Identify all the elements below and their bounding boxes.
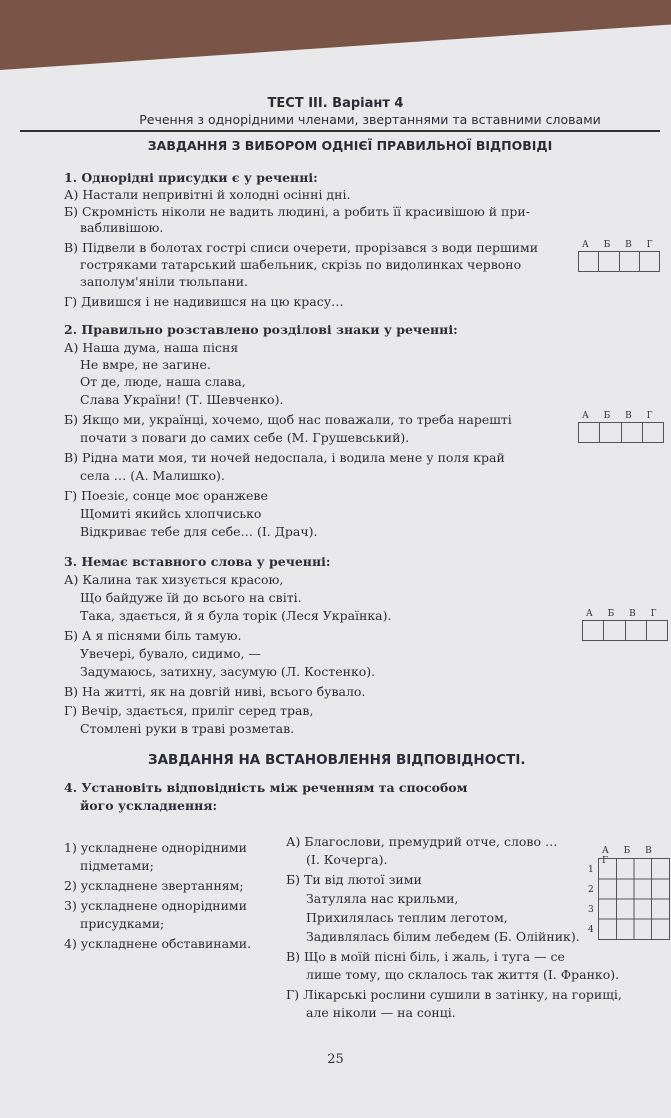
q2-title: 2. Правильно розставлено розділові знаки у реченні: (64, 322, 458, 337)
q4-left-1-cont: підметами; (80, 858, 154, 873)
q4-grid-letters: А Б В Г (602, 846, 658, 866)
q3-answer-box[interactable] (582, 620, 668, 641)
q4-grid-row-2: 2 (588, 885, 594, 895)
q3-option-a: А) Калина так хизується красою, (64, 572, 284, 587)
q2-option-v-cont: села … (А. Малишко). (80, 468, 225, 483)
q3-option-v: В) На житті, як на довгій ниві, всього бувало. (64, 684, 366, 699)
q3-option-a-l2: Що байдуже їй до всього на світі. (80, 590, 302, 605)
q4-grid-lines (599, 859, 669, 939)
q4-right-g: Г) Лікарські рослини сушили в затінку, на горищі, (286, 987, 622, 1002)
q4-right-a-cont: (І. Кочерга). (306, 852, 388, 867)
q1-option-b: Б) Скромність ніколи не вадить людині, а робить її красивішою й при- (64, 204, 530, 219)
q4-right-g-cont: але ніколи — на сонці. (306, 1005, 456, 1020)
q1-option-v-cont1: гостряками татарський шабельник, скрізь по видолинках червоно (80, 257, 522, 272)
q1-option-g: Г) Дивишся і не надивишся на цю красу… (64, 294, 344, 309)
q2-answer-letters: А Б В Г (582, 411, 659, 421)
test-title: ТЕСТ ІІІ. Варіант 4 (267, 96, 404, 111)
section-title-2: ЗАВДАННЯ НА ВСТАНОВЛЕННЯ ВІДПОВІДНОСТІ. (148, 752, 526, 768)
q1-option-v-cont2: заполум'яніли тюльпани. (80, 274, 249, 289)
q4-right-b: Б) Ти від лютої зими (286, 872, 422, 887)
q2-answer-box[interactable] (578, 422, 664, 443)
q4-grid-row-4: 4 (588, 925, 594, 935)
q3-option-b-l3: Задумаюсь, затихну, засумую (Л. Костенко). (80, 664, 376, 679)
q1-answer-letters: А Б В Г (582, 240, 659, 250)
q2-option-b-cont: почати з поваги до самих себе (М. Грушевський). (80, 430, 410, 445)
q4-grid-row-1: 1 (588, 865, 594, 875)
q2-option-g-l2: Щомиті якийсь хлопчисько (80, 506, 262, 521)
q3-answer-letters: А Б В Г (586, 609, 663, 619)
q4-right-b-l3: Прихилялась теплим леготом, (306, 910, 508, 925)
q4-left-1: 1) ускладнене однорідними (64, 840, 247, 855)
q1-answer-box[interactable] (578, 251, 660, 272)
q4-left-2: 2) ускладнене звертанням; (64, 878, 244, 893)
q2-option-a-l4: Слава України! (Т. Шевченко). (80, 392, 284, 407)
q4-grid-row-3: 3 (588, 905, 594, 915)
test-subtitle: Речення з однорідними членами, звертаннями та вставними словами (139, 112, 601, 127)
q4-title-line1: 4. Установіть відповідність між реченням та способом (64, 780, 468, 795)
q2-option-a: А) Наша дума, наша пісня (64, 340, 239, 355)
q4-right-b-l2: Затуляла нас крильми, (306, 891, 459, 906)
q1-option-b-cont: вабливішою. (80, 220, 164, 235)
q4-left-4: 4) ускладнене обставинами. (64, 936, 252, 951)
q2-option-g: Г) Поезіє, сонце моє оранжеве (64, 488, 268, 503)
q3-option-g: Г) Вечір, здається, приліг серед трав, (64, 703, 314, 718)
page-number: 25 (327, 1052, 344, 1067)
q1-option-v: В) Підвели в болотах гострі списи очерети, прорізався з води першими (64, 240, 539, 255)
q3-option-g-l2: Стомлені руки в траві розметав. (80, 721, 295, 736)
q4-right-v: В) Що в моїй пісні біль, і жаль, і туга — се (286, 949, 565, 964)
q4-right-b-l4: Задивлялась білим лебедем (Б. Олійник). (306, 929, 580, 944)
q4-right-a: А) Благослови, премудрий отче, слово … (286, 834, 558, 849)
q3-title: 3. Немає вставного слова у реченні: (64, 554, 331, 569)
q3-option-b: Б) А я піснями біль тамую. (64, 628, 242, 643)
q4-answer-grid[interactable] (598, 858, 670, 940)
q1-title: 1. Однорідні присудки є у реченні: (64, 170, 318, 185)
q4-left-3-cont: присудками; (80, 916, 165, 931)
q2-option-v: В) Рідна мати моя, ти ночей недоспала, і водила мене у поля край (64, 450, 505, 465)
section-title-1: ЗАВДАННЯ З ВИБОРОМ ОДНІЄЇ ПРАВИЛЬНОЇ ВІДПОВІДІ (147, 138, 553, 153)
q2-option-g-l3: Відкриває тебе для себе… (І. Драч). (80, 524, 318, 539)
q4-title-line2: його ускладнення: (80, 798, 218, 813)
q3-option-b-l2: Увечері, бувало, сидимо, — (80, 646, 261, 661)
q4-left-3: 3) ускладнене однорідними (64, 898, 247, 913)
q1-option-a: А) Настали непривітні й холодні осінні дні. (64, 187, 351, 202)
q3-option-a-l3: Така, здається, й я була торік (Леся Українка). (80, 608, 392, 623)
q2-option-a-l3: От де, люде, наша слава, (80, 374, 246, 389)
q2-option-b: Б) Якщо ми, українці, хочемо, щоб нас поважали, то треба нарешті (64, 412, 512, 427)
header-rule (20, 130, 660, 132)
q4-right-v-cont: лише тому, що склалось так життя (І. Франко). (306, 967, 620, 982)
q2-option-a-l2: Не вмре, не загине. (80, 357, 211, 372)
